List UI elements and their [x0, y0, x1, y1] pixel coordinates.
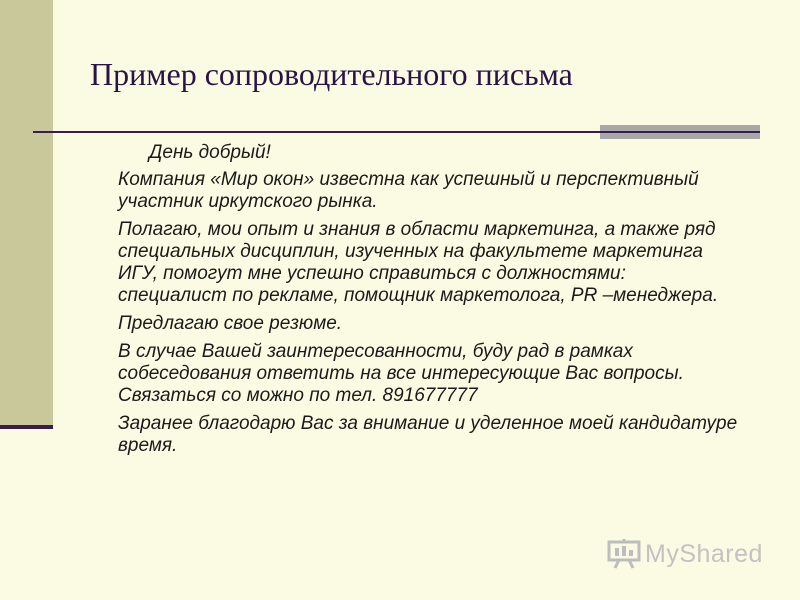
title-rule-line — [33, 131, 760, 133]
left-bar-accent — [0, 425, 53, 429]
letter-paragraph: В случае Вашей заинтересованности, буду рад в рамках собеседования ответить на все интересующие Вас вопросы. Связаться со можно по тел. 891677777 — [118, 341, 684, 406]
watermark-text: MyShared — [645, 539, 763, 568]
letter-greeting: День добрый! — [149, 142, 271, 163]
myshared-watermark — [607, 539, 763, 569]
letter-paragraph: Предлагаю свое резюме. — [118, 313, 343, 334]
letter-paragraph: Компания «Мир окон» известна как успешный и перспективный участник иркутского рынка. — [118, 169, 699, 212]
letter-body — [118, 142, 738, 463]
left-decorative-bar — [0, 0, 53, 427]
slide-title: Пример сопроводительного письма — [90, 56, 573, 92]
letter-paragraph: Полагаю, мои опыт и знания в области маркетинга, а также ряд специальных дисциплин, изученных на факультете маркетинга ИГУ, помогут мне успешно справиться с должностями: специалист по рекламе, помощник маркетолога, PR –менеджера. — [118, 219, 719, 306]
presentation-board-icon — [607, 539, 641, 569]
letter-paragraph: Заранее благодарю Вас за внимание и уделенное моей кандидатуре время. — [118, 413, 738, 456]
